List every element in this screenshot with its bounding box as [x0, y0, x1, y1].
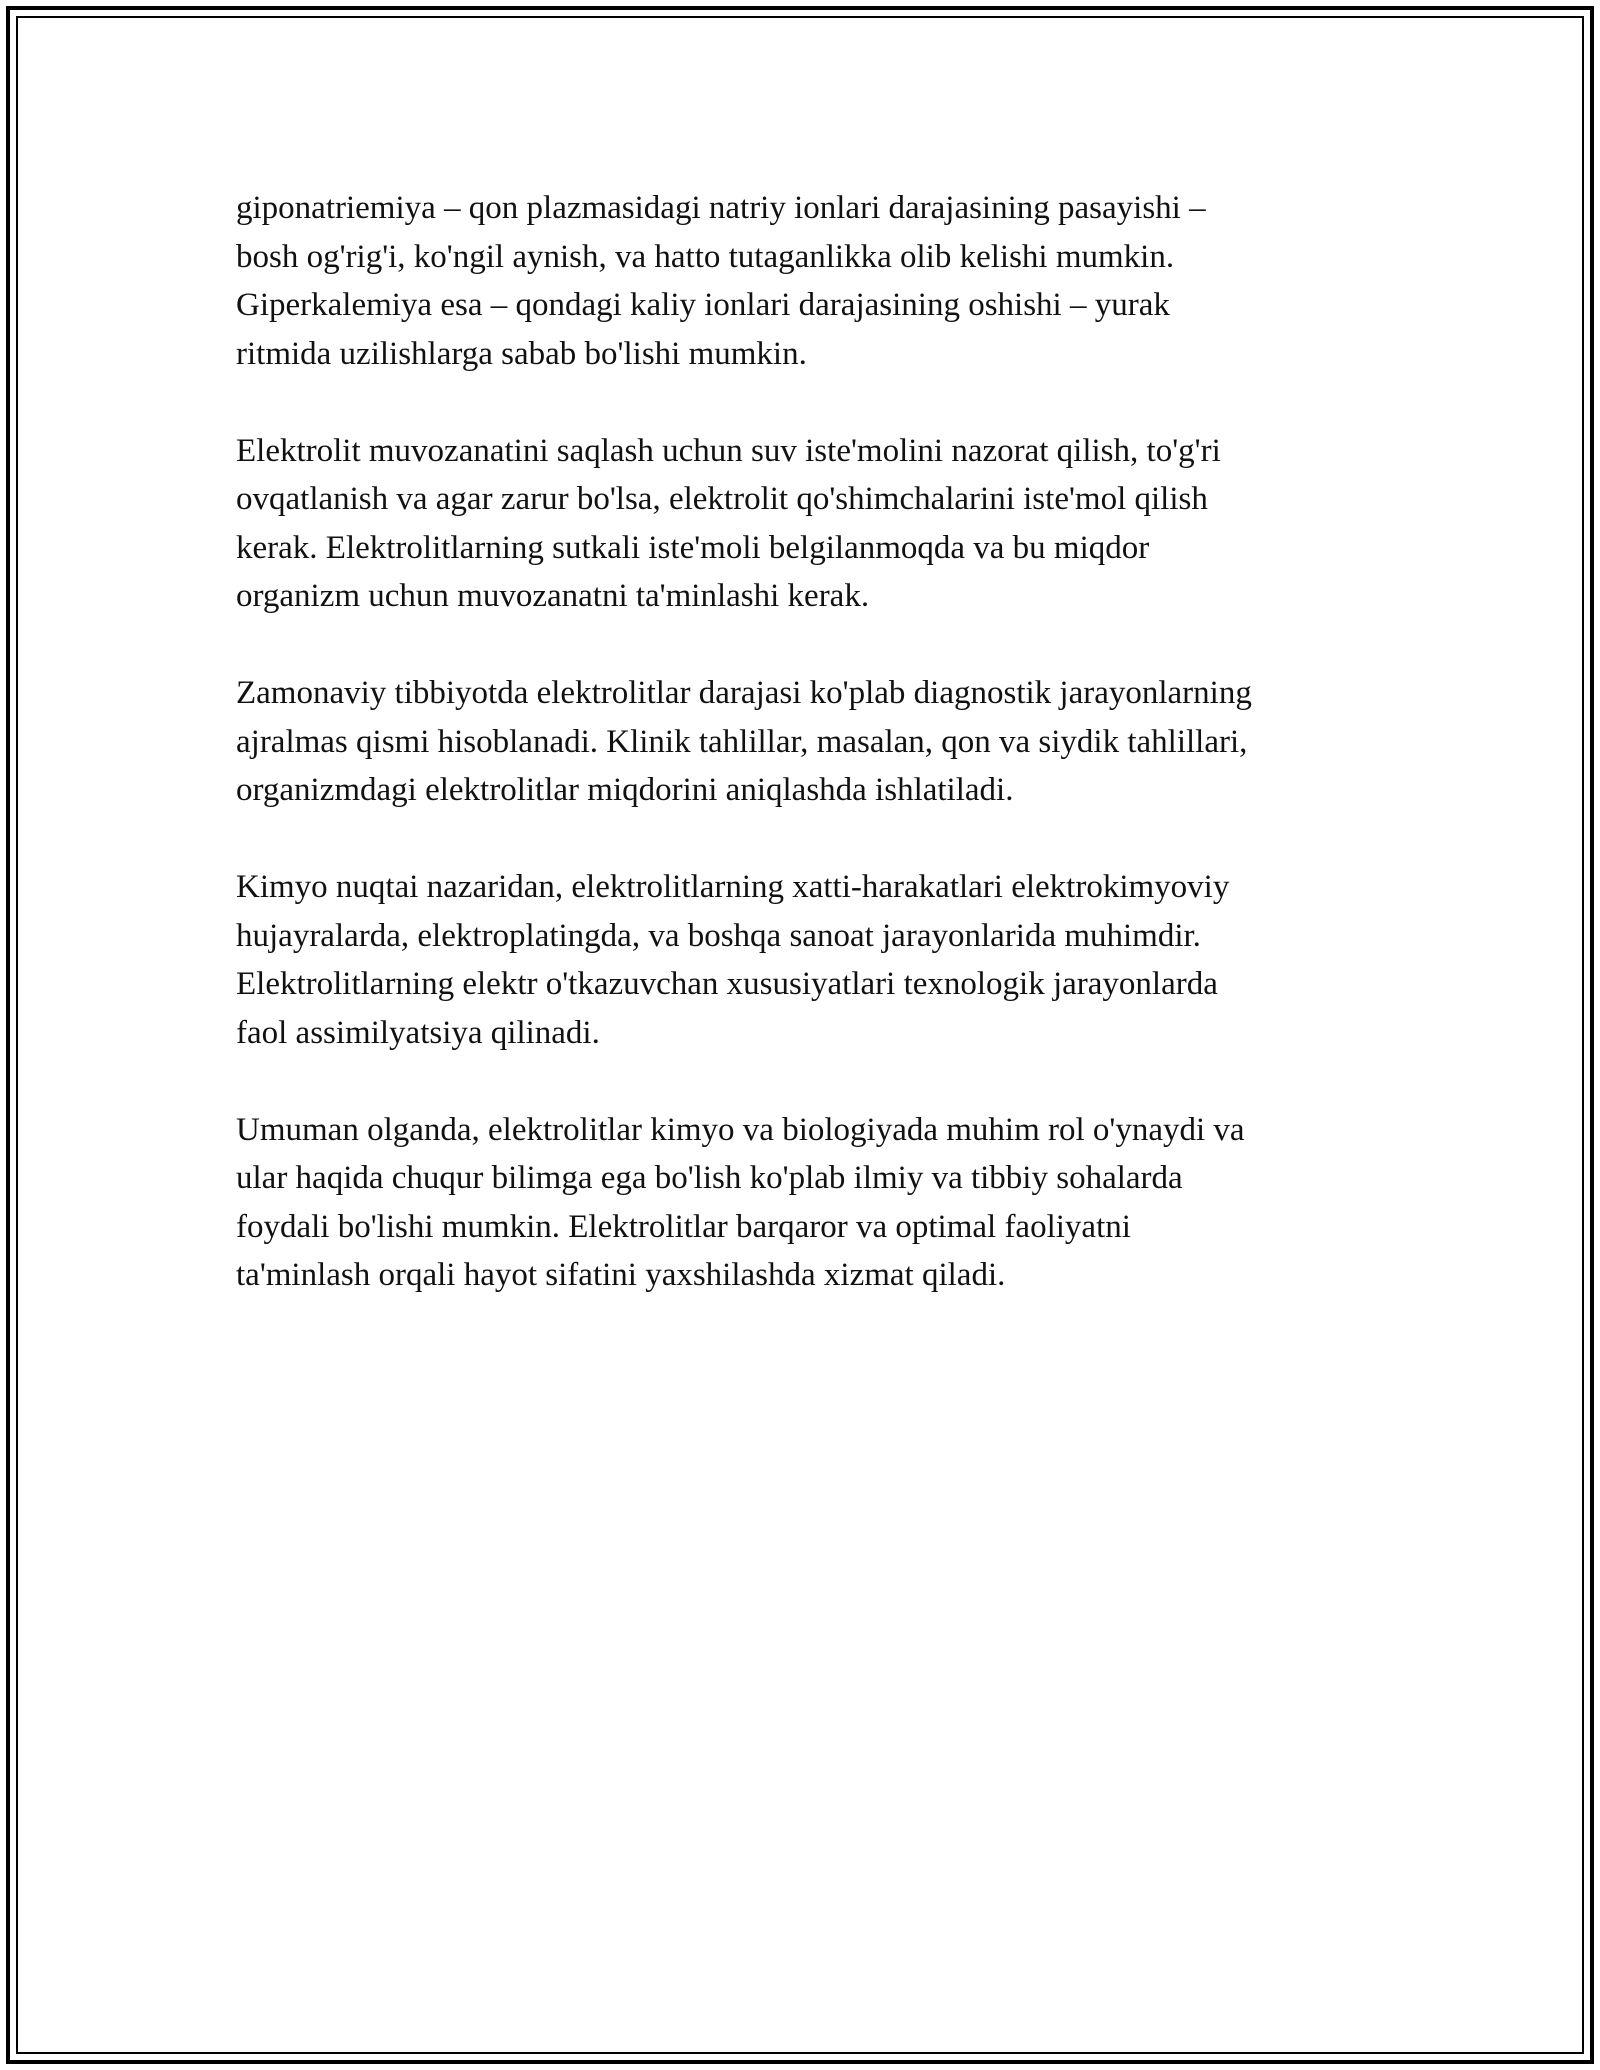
- paragraph-conclusion: Umuman olganda, elektrolitlar kimyo va biologiyada muhim rol o'ynaydi va ular haqida chuqur bilimga ega bo'lish ko'plab ilmiy va tibbiy sohalarda foydali bo'lishi mumkin. Elektrolitlar barqaror va optimal faoliyatni ta'minlash orqali hayot sifatini yaxshilashda xizmat qiladi.: [236, 1111, 1245, 1293]
- paragraph-hyponatremia: giponatriemiya – qon plazmasidagi natriy ionlari darajasining pasayishi – bosh og'rig'i, ko'ngil aynish, va hatto tutaganlikka olib kelishi mumkin. Giperkalemiya esa – qondagi kaliy ionlari darajasining oshishi – yurak ritmida uzilishlarga sabab bo'lishi mumkin.: [236, 190, 1206, 372]
- paragraph-electrolyte-balance: Elektrolit muvozanatini saqlash uchun suv iste'molini nazorat qilish, to'g'ri ovqatlanish va agar zarur bo'lsa, elektrolit qo'shimchalarini iste'mol qilish kerak. Elektrolitlarning sutkali iste'moli belgilanmoqda va bu miqdor organizm uchun muvozanatni ta'minlashi kerak.: [236, 432, 1221, 614]
- paragraph-modern-medicine: Zamonaviy tibbiyotda elektrolitlar darajasi ko'plab diagnostik jarayonlarning ajralmas qismi hisoblanadi. Klinik tahlillar, masalan, qon va siydik tahlillari, organizmdagi elektrolitlar miqdorini aniqlashda ishlatiladi.: [236, 675, 1252, 808]
- document-body: [236, 184, 1376, 1348]
- paragraph-chemistry: Kimyo nuqtai nazaridan, elektrolitlarning xatti-harakatlari elektrokimyoviy hujayralarda, elektroplatingda, va boshqa sanoat jarayonlarida muhimdir. Elektrolitlarning elektr o'tkazuvchan xususiyatlari texnologik jarayonlarda faol assimilyatsiya qilinadi.: [236, 869, 1230, 1051]
